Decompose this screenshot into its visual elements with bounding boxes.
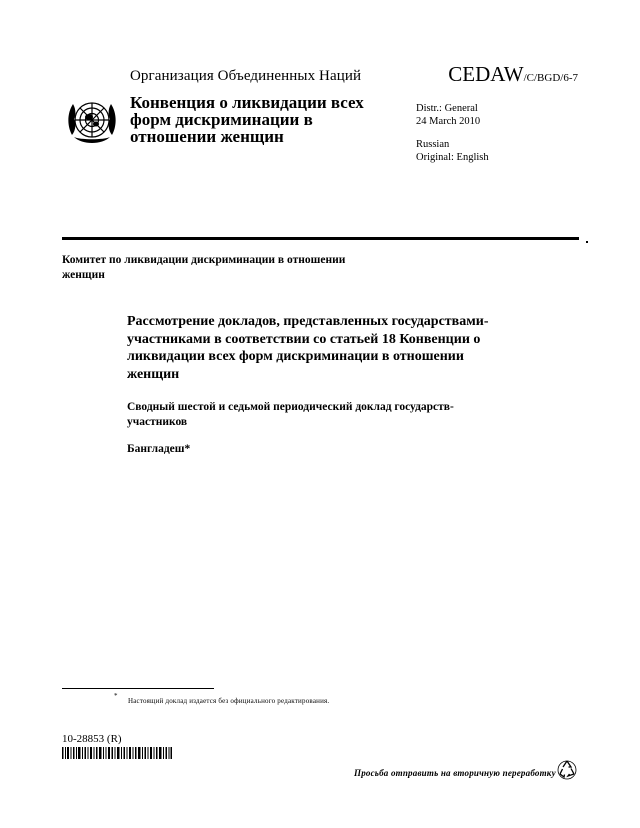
symbol-suffix: /C/BGD/6-7 [523, 72, 578, 84]
report-title: Сводный шестой и седьмой периодический доклад государств-участников [127, 401, 454, 428]
original-language: Original: English [416, 152, 489, 163]
distribution-label: Distr.: General [416, 103, 478, 114]
footnote-rule [62, 688, 214, 689]
header-rule [62, 237, 579, 240]
document-symbol [448, 62, 578, 87]
distribution-block [416, 102, 489, 164]
issue-date: 24 March 2010 [416, 116, 481, 127]
organization-name: Организация Объединенных Наций [130, 68, 362, 84]
un-emblem-icon [64, 93, 120, 149]
recycle-notice: Просьба отправить на вторичную переработку [354, 768, 556, 778]
footnote-text: Настоящий доклад издается без официального редактирования. [128, 697, 330, 705]
committee-name: Комитет по ликвидации дискриминации в отношении женщин [62, 254, 346, 281]
symbol-main: CEDAW [448, 62, 524, 86]
footnote-mark: * [114, 692, 118, 700]
convention-title: Конвенция о ликвидации всех форм дискриминации в отношении женщин [130, 93, 364, 146]
language: Russian [416, 139, 450, 150]
recycle-icon [556, 758, 578, 780]
barcode [62, 747, 172, 759]
country-name: Бангладеш* [127, 443, 191, 455]
rule-tick [586, 241, 588, 243]
document-number: 10-28853 (R) [62, 733, 122, 745]
main-title: Рассмотрение докладов, представленных государствами-участниками в соответствии со статьей 18 Конвенции о ликвидации всех форм дискриминации в отношении женщин [127, 314, 489, 382]
